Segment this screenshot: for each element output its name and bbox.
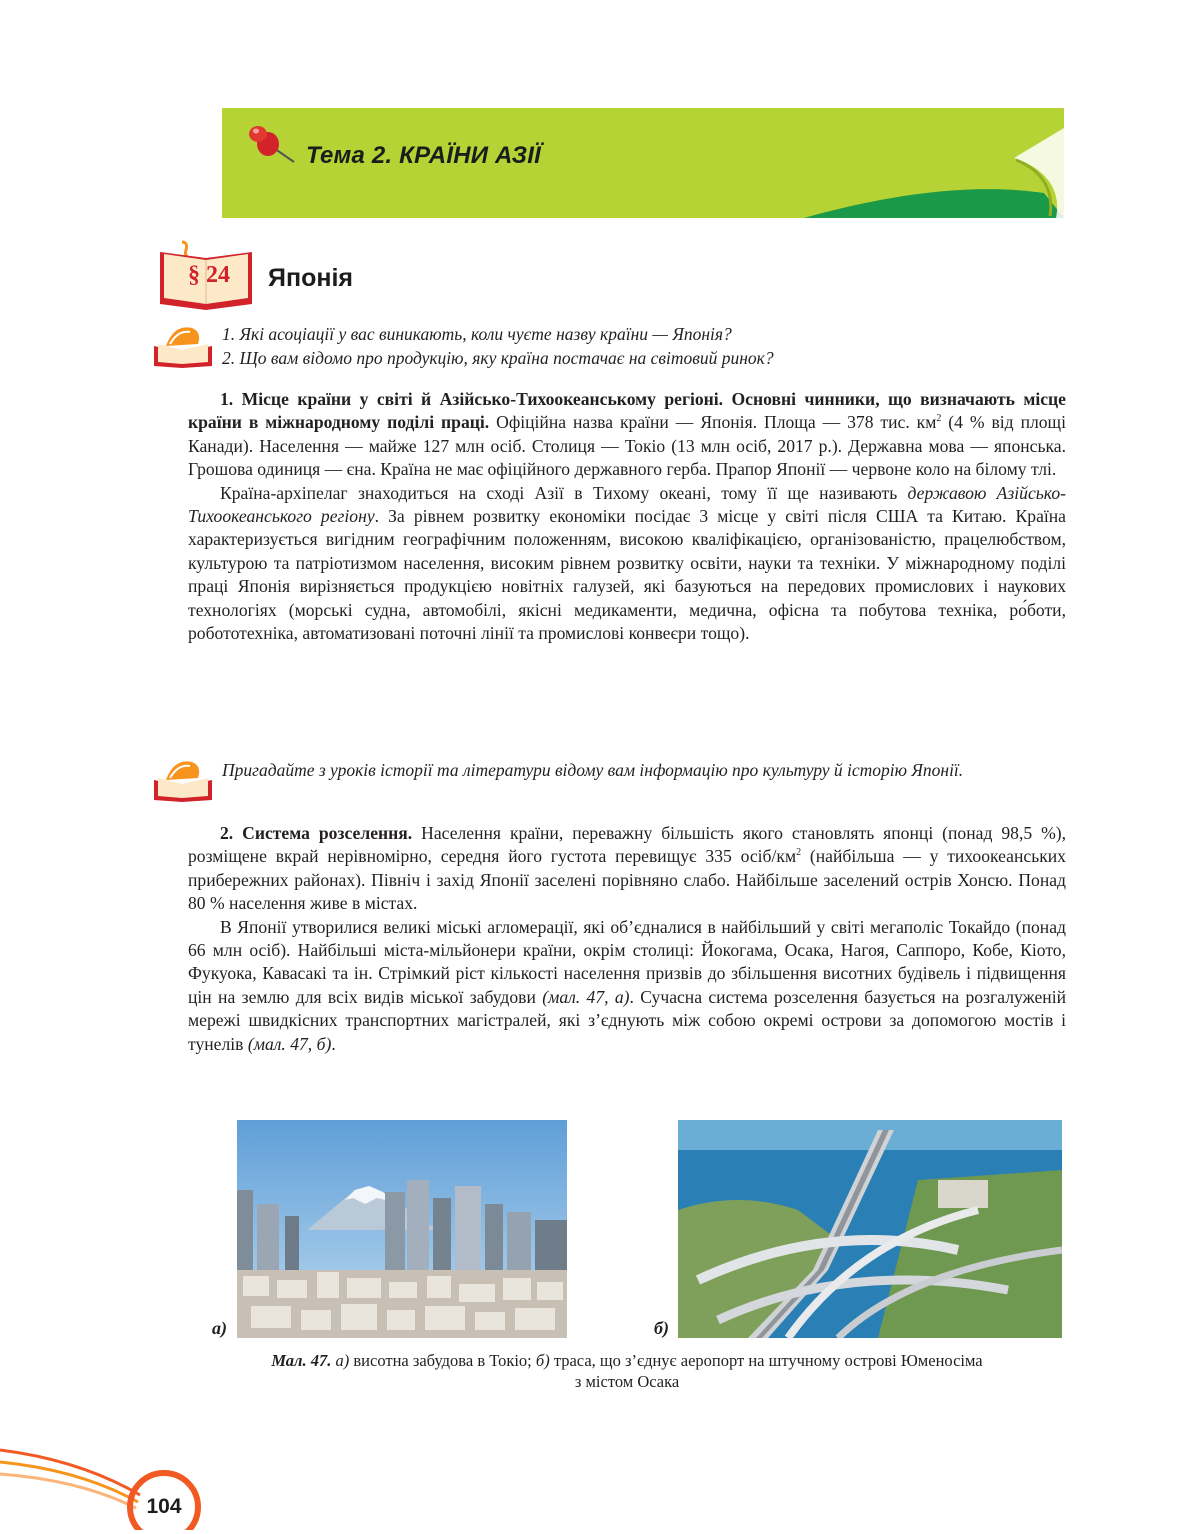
scallop-dot <box>642 98 660 107</box>
part1-p1-text-a: Офіційна назва країни — Японія. Площа — 378 тис. км <box>489 412 937 433</box>
part2-p1-text-b: (найбільша — у тихоокеанських прибережних районах). Північ і захід Японії заселені порівняно слабо. Найбільше заселений острів Хонсю. Понад 80 % населення живе в містах. <box>188 846 1066 914</box>
part2-p2-text-c: . <box>331 1033 336 1054</box>
scallop-dot <box>356 98 374 107</box>
open-book-icon <box>152 758 214 802</box>
scallop-dot <box>772 98 790 107</box>
superscript-2: 2 <box>796 847 802 859</box>
part1-p2-text-b: . За рівнем розвитку економіки посідає 3 місце у світі після США та Китаю. Країна характеризується вигідним географічним положенням, високою кваліфікацією, організованістю, працелюбством, культурою та патріотизмом населення, високим рівнем розвитку освіти, науки та техніки. У міжнародному поділі праці Японія вирізняється продукцією новітніх галузей, які базуються на передових промислових і наукових технологіях (морські судна, автомобілі, якісні медикаменти, медична, офісна та побутова техніка, ро́боти, робототехніка, автоматизовані поточні лінії та промислові конвеєри тощо). <box>188 506 1066 644</box>
scallop-dot <box>278 98 296 107</box>
scallop-dot <box>486 98 504 107</box>
figure-caption-a-text: висотна забудова в Токіо; <box>349 1351 536 1370</box>
scallop-dot <box>512 98 530 107</box>
part1-p2-italic: державою Азійсько-Тихоокеанського регіону <box>188 482 1067 527</box>
scallop-dot <box>694 98 712 107</box>
figure-caption-line-2: з містом Осака <box>574 1372 680 1391</box>
part1-heading: 1. Місце країни у світі й Азійсько-Тихоокеанському регіоні. Основні чинники, що визначають місце країни в міжнародному поділі праці. <box>188 389 1066 433</box>
superscript-2: 2 <box>936 413 942 425</box>
part2-text <box>188 822 1066 1056</box>
part1-paragraph-1 <box>188 388 1066 482</box>
questions-block <box>222 322 1072 370</box>
scallop-dot <box>330 98 348 107</box>
scallop-dot <box>746 98 764 107</box>
section-title: Японія <box>268 264 353 292</box>
figure-caption-a-mark: а) <box>331 1351 350 1370</box>
figure-ref-b: (мал. 47, б) <box>247 1033 332 1054</box>
part1-p1-text-b: (4 % від площі Канади). Населення — майже 127 млн осіб. Столиця — Токіо (13 млн осіб, 2017 р.). Державна мова — японська. Грошова одиниця — єна. Країна не має офіційного державного герба. Прапор Японії — червоне коло на білому тлі. <box>188 412 1066 480</box>
scallop-dot <box>382 98 400 107</box>
figure-caption-line-1 <box>188 1350 1066 1371</box>
question-2: 2. Що вам відомо про продукцію, яку країна постачає на світовий ринок? <box>222 348 774 368</box>
topic-banner <box>222 98 1064 218</box>
figure-caption <box>188 1350 1066 1392</box>
part2-heading: 2. Система розселення. <box>220 823 413 843</box>
part1-text <box>188 388 1066 645</box>
page-number: 104 <box>146 1495 182 1518</box>
scallop-dot <box>720 98 738 107</box>
part1-p2-text-a: Країна-архіпелаг знаходиться на сході Азії в Тихому океані, тому її ще називають <box>220 482 908 503</box>
scallop-dot <box>408 98 426 107</box>
banner-swoosh-decoration <box>804 98 1064 218</box>
figure-caption-ref: Мал. 47. <box>271 1351 332 1370</box>
part2-p1-text-a: Населення країни, переважну більшість якого становлять японці (понад 98,5 %), розміщене вкрай нерівномірно, середня його густота перевищує 335 осіб/км <box>188 823 1066 867</box>
figure-ref-a: (мал. 47, а) <box>542 986 630 1007</box>
question-1: 1. Які асоціації у вас виникають, коли чуєте назву країни — Японія? <box>222 324 732 344</box>
scallop-dot <box>668 98 686 107</box>
photo-bridge-highway <box>678 1120 1062 1338</box>
scallop-dot <box>564 98 582 107</box>
scallop-dot <box>226 98 244 107</box>
pushpin-icon <box>246 122 298 168</box>
scallop-dot <box>460 98 478 107</box>
part1-paragraph-2 <box>188 482 1066 646</box>
figure-caption-b-mark: б) <box>535 1351 550 1370</box>
part2-p2-text-a: В Японії утворилися великі міські агломерації, які об’єдналися в найбільший у світі мегаполіс Токайдо (понад 66 млн осіб). Найбільші міста-мільйонери країни, окрім столиці: Йокогама, Осака, Нагоя, Саппоро, Кобе, Кіото, Фукуока, Кавасакі та ін. Стрімкий ріст кількості населення призвів до збільшення висотних будівель і підвищення цін на землю для всіх видів міської забудови <box>188 916 1066 1007</box>
part2-paragraph-2 <box>188 916 1066 1056</box>
scallop-dot <box>252 98 270 107</box>
photo-label-a: а) <box>212 1318 227 1338</box>
scallop-dot <box>616 98 634 107</box>
open-book-icon <box>152 324 214 368</box>
photo-label-b: б) <box>654 1318 669 1338</box>
photo-tokyo-skyline <box>237 1120 567 1338</box>
scallop-dot <box>434 98 452 107</box>
part2-paragraph-1 <box>188 822 1066 916</box>
part2-p2-text-b: . Сучасна система розселення базується на розгалуженій мережі швидкісних транспортних магістралей, які з’єднують між собою окремі острови за допомогою мостів і тунелів <box>188 986 1066 1054</box>
scallop-dot <box>590 98 608 107</box>
scallop-dot <box>304 98 322 107</box>
figure-caption-b-text: траса, що з’єднує аеропорт на штучному острові Юменосіма <box>549 1351 983 1370</box>
scallop-dot <box>538 98 556 107</box>
topic-title: Тема 2. КРАЇНИ АЗІЇ <box>306 142 542 169</box>
reminder-text: Пригадайте з уроків історії та літератури відому вам інформацію про культуру й історію Японії. <box>222 760 964 780</box>
section-number: § 24 <box>188 262 230 288</box>
